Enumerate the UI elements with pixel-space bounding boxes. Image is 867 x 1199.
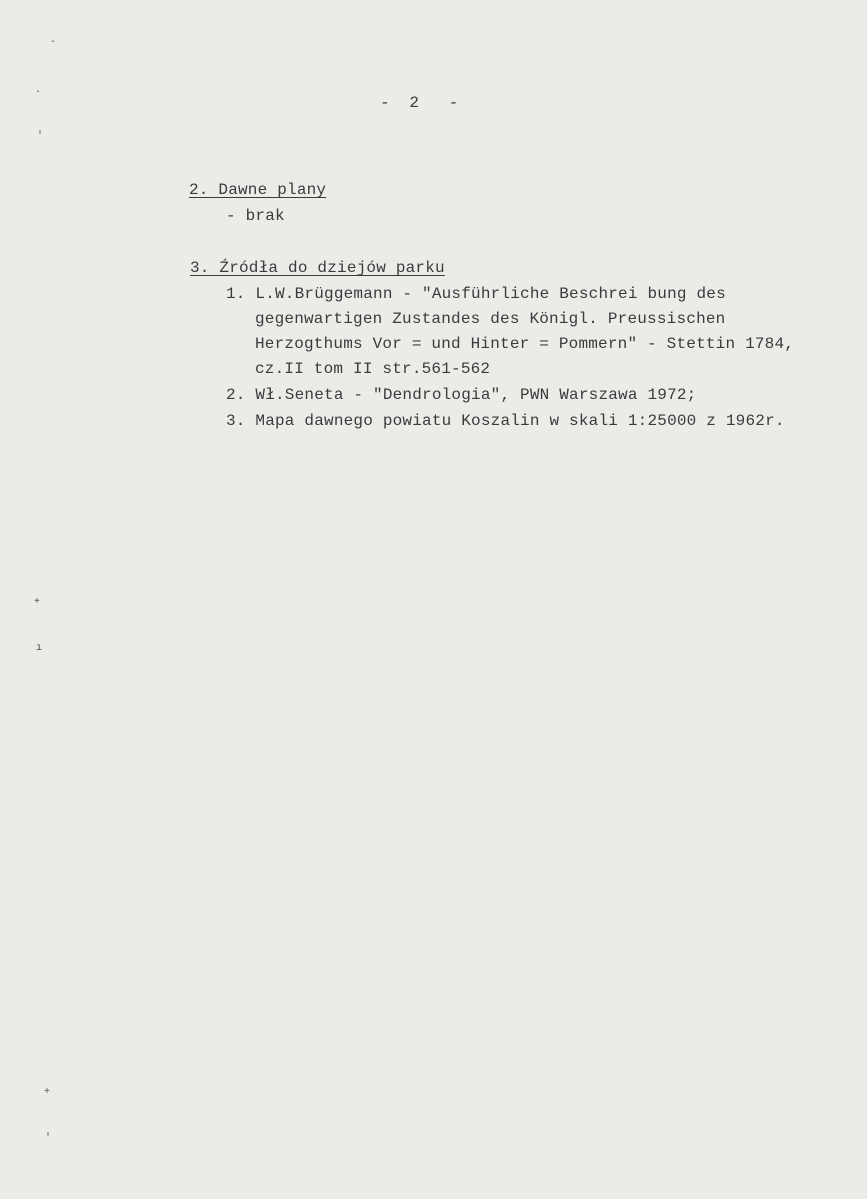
margin-mark: · — [35, 87, 42, 98]
margin-mark: ' — [45, 1133, 52, 1144]
margin-mark: ' — [37, 131, 44, 142]
page-number: - 2 - — [380, 94, 459, 112]
source-1-line-2: gegenwartigen Zustandes des Königl. Preussischen — [255, 310, 726, 328]
margin-mark: + — [44, 1087, 51, 1098]
source-1-line-4: cz.II tom II str.561-562 — [255, 360, 491, 378]
section-2-heading: 2. Dawne plany — [189, 181, 327, 199]
source-3: 3. Mapa dawnego powiatu Koszalin w skali 1:25000 z 1962r. — [226, 412, 785, 430]
margin-mark: + — [34, 597, 41, 608]
section-3-heading: 3. Źródła do dziejów parku — [190, 259, 445, 277]
section-2-item: - brak — [226, 207, 285, 225]
margin-mark: - — [50, 37, 57, 48]
source-1-line-1: 1. L.W.Brüggemann - "Ausführliche Beschrei bung des — [226, 285, 726, 303]
source-1-line-3: Herzogthums Vor = und Hinter = Pommern" - Stettin 1784, — [255, 335, 795, 353]
source-2: 2. Wł.Seneta - "Dendrologia", PWN Warszawa 1972; — [226, 386, 697, 404]
margin-mark: ı — [36, 643, 43, 654]
